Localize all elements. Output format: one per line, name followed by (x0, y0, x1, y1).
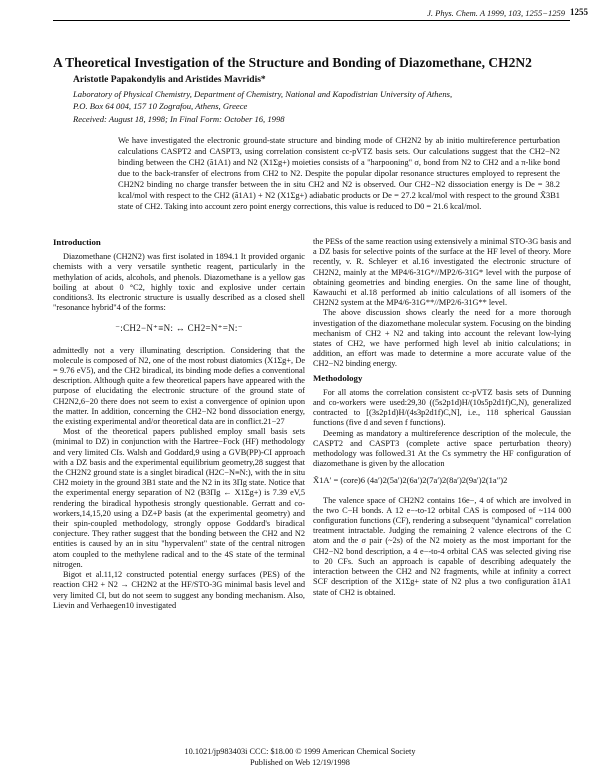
affiliation-line-2: P.O. Box 64 004, 157 10 Zografou, Athens, Greece (73, 100, 248, 111)
article-authors: Aristotle Papakondylis and Aristides Mavridis* (73, 75, 266, 85)
header-rule (53, 20, 570, 21)
right-paragraph-1: the PESs of the same reaction using extensively a minimal STO-3G basis and a DZ basis for selective points of the surface at the HF level of theory. More recently, v. R. Schleyer et al.16 investigated the electronic structure of CH2N2, mainly at the MP4/6-31G*//MP2/6-31G* level with the purpose of obtaining geometries and binding energies. On the same line of thought, Kawauchi et al.18 performed ab initio calculations of all isomers of the CH2N2 system at the MP4/6-31G**//MP2/6-31G** level. (313, 237, 571, 308)
journal-citation: J. Phys. Chem. A 1999, 103, 1255−1259 (427, 8, 565, 18)
left-column (53, 237, 305, 611)
affiliation-line-1: Laboratory of Physical Chemistry, Department of Chemistry, National and Kapodistrian University of Athens, (73, 89, 453, 99)
hf-configuration: X̃1A′ = (core)6 (4a′)2(5a′)2(6a′)2(7a′)2(8a′)2(9a′)2(1a″)2 (313, 475, 508, 486)
abstract: We have investigated the electronic ground-state structure and binding mode of CH2N2 by ab initio multireference perturbation calculations CASPT2 and CASPT3, using correlation consistent cc-pVTZ basis sets. Our calculations suggest that the CH2−N2 binding between the CH2 (ã1A1) and N2 (X1Σg+) moieties consists of a "harpooning" σ, bond from N2 to CH2 and a π-like bond due to the back-transfer of electrons from CH2 to N2. Despite the popular dipolar resonance structures employed to represent the CH2N2 binding no charge transfer between the in situ CH2 and N2 is observed. Our CH2−N2 dissociation energy is De = 38.2 kcal/mol with respect to the CH2 (ã1A1) + N2 (X1Σg+) adiabatic products or De = 27.2 kcal/mol with respect to the ground X̃3B1 state of CH2. Taking into account zero point energy corrections, this value is reduced to D0 = 21.6 kcal/mol. (118, 136, 560, 211)
right-column (313, 237, 571, 598)
footer-published: Published on Web 12/19/1998 (250, 758, 350, 767)
right-paragraph-2: The above discussion shows clearly the need for a more thorough investigation of the diazomethane molecular system. Focusing on the binding mechanism of CH2 + N2 and taking into account the relevant low-lying states of CH2, we have performed high level ab initio calculations; in addition, an effort was made to determine a more accurate value of the CH2−N2 binding energy. (313, 308, 571, 369)
method-paragraph-1: For all atoms the correlation consistent cc-pVTZ basis sets of Dunning and co-workers were used:29,30 ((5s2p1d)H/(10s5p2d1f)C,N), generalized contracted to [(3s2p1d)H/(4s3p2d1f)C,N], i.e., 118 spherical Gaussian functions (five d and seven f functions). (313, 387, 571, 428)
method-paragraph-2: Deeming as mandatory a multireference description of the molecule, the CASPT2 and CASPT3 (complete active space perturbation theory) methodology was followed.31 At the Cs symmetry the HF configuration of diazomethane is given by the allocation (313, 428, 571, 469)
intro-paragraph-3: Most of the theoretical papers published employ small basis sets (minimal to DZ) in conjunction with the Hartree−Fock (HF) methodology and very limited CIs. Walsh and Goddard,9 using a GVB(PP)-CI approach with a DZ basis and the experimental equilibrium geometry,28 suggest that the CH2N2 ground state is a singlet biradical (H2C−N≡N:), with the in situ CH2 moiety in the ground 3B1 state and the N2 in its 3Πg state. Notice that the experimental energy separation of N2 (B3Πg ← X1Σg+) is 7.39 eV,5 rendering the biradical hypothesis strongly questionable. Gerratt and co-workers,14,15,20 using a DZ+P basis (at the experimental geometry) and their spin-coupled methodology, strongly oppose Goddard's biradical conjecture. They rather suggest that the bonding between the CH2 and N2 entities is caused by an in situ "hypervalent" state of the central nitrogen atom coupled to the methylene radical and to the 4S state of the terminal nitrogen. (53, 427, 305, 569)
intro-paragraph-2: admittedly not a very illuminating description. Considering that the molecule is composed of N2, one of the most robust diatomics (X1Σg+, De = 9.76 eV5), and the CH2 biradical, its binding mode defies a conventional description. Although quite a few theoretical papers have appeared with the purpose of elucidating the electronic structure of the ground state of CH2N2,6−20 there does not seem to exist a convergence of opinion upon the matter. In addition, concerning the CH2−N2 bond dissociation energy, the existing experimental and/or theoretical data are in conflict.21−27 (53, 345, 305, 427)
method-paragraph-3: The valence space of CH2N2 contains 16e−, 4 of which are involved in the two C−H bonds. A 12 e−-to-12 orbital CAS is composed of ~114 000 configuration functions (CF), rendering a subsequent "dynamical" correlation treatment intractable. Judging the remaining 2 valence electrons of the C atom and the σ pair (~2s) of the N2 moiety as the most important for the CH2−N2 bond description, a 4 e−-to-4 orbital CAS was selected giving rise to 20 CFs. Such an approach is capable of describing adequately the interaction between the CH2 and N2 fragments, while at infinity a correct SCF description of the X1Σg+ state of N2 plus a two configuration ã1A1 state of CH2 is obtained. (313, 495, 571, 597)
affiliation (73, 89, 563, 112)
page-number: 1255 (570, 7, 588, 17)
methodology-heading: Methodology (313, 372, 363, 383)
resonance-formula: ⁻:CH2−N⁺≡N: ↔ CH2=N⁺=N:⁻ (115, 323, 243, 334)
intro-paragraph-1: Diazomethane (CH2N2) was first isolated in 1894.1 It provided organic chemists with a very versatile synthetic reagent, particularly in the methylation of acids, alcohols, and phenols. Diazomethane is a yellow gas boiling at about 0 °C2, highly toxic and explosive under certain conditions3. Its electronic structure is usually described as a closed shell "resonance hybrid"4 of the forms: (53, 252, 305, 313)
introduction-heading: Introduction (53, 237, 101, 247)
footer-doi: 10.1021/jp983403i CCC: $18.00 © 1999 American Chemical Society (184, 747, 416, 756)
received-dates: Received: August 18, 1998; In Final Form: October 16, 1998 (73, 114, 285, 124)
intro-paragraph-4: Bigot et al.11,12 constructed potential energy surfaces (PES) of the reaction CH2 + N2 → CH2N2 at the HF/STO-3G minimal basis level and very limited CI, but do not seem to suggest any bonding mechanism. Also, Lievin and Verhaegen10 investigated (53, 570, 305, 610)
article-title: A Theoretical Investigation of the Structure and Bonding of Diazomethane, CH2N2 (53, 55, 532, 70)
